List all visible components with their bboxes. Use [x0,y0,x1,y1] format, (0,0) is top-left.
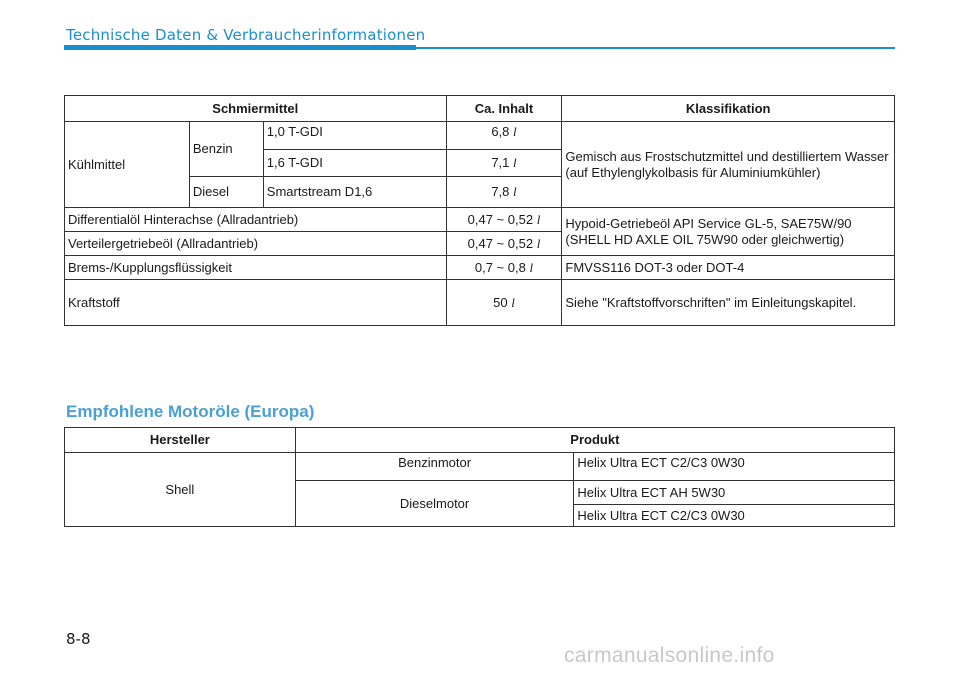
title-rule-accent [64,45,416,50]
table-row [65,280,895,326]
amount-cell: 0,47 ~ 0,52 l [446,208,562,232]
amount-cell: 7,1 l [446,150,562,177]
lubricant-name: Verteilergetriebeöl (Allradantrieb) [65,232,447,256]
table-header-row [65,96,895,122]
col-header-lubricant: Schmiermittel [65,96,447,122]
lubricants-table [64,95,895,326]
amount-cell: 0,47 ~ 0,52 l [446,232,562,256]
product-cell: Helix Ultra ECT AH 5W30 [574,481,895,505]
col-header-capacity: Ca. Inhalt [446,96,562,122]
section-title: Technische Daten & Verbraucherinformationen [66,26,426,44]
coolant-label: Kühlmittel [65,122,190,208]
engine-cell: 1,6 T-GDI [263,150,446,177]
engine-cell: Smartstream D1,6 [263,177,446,208]
table-header-row [65,428,895,453]
amount-cell: 50 l [446,280,562,326]
col-header-product: Produkt [295,428,894,453]
brake-classification: FMVSS116 DOT-3 oder DOT-4 [562,256,895,280]
product-cell: Helix Ultra ECT C2/C3 0W30 [574,453,895,481]
sub-heading: Empfohlene Motoröle (Europa) [66,402,315,421]
table-row [65,122,895,150]
diesel-label: Diesel [189,177,263,208]
col-header-classification: Klassifikation [562,96,895,122]
product-cell: Helix Ultra ECT C2/C3 0W30 [574,505,895,527]
page-number: 8-8 [66,630,91,648]
table-row [65,453,895,481]
watermark: carmanualsonline.info [564,644,775,667]
engine-oils-table [64,427,895,527]
fuel-classification: Siehe "Kraftstoffvorschriften" im Einleitungskapitel. [562,280,895,326]
amount-cell: 6,8 l [446,122,562,150]
lubricant-name: Kraftstoff [65,280,447,326]
engine-type-cell: Dieselmotor [295,481,574,527]
table-row [65,208,895,232]
benzin-label: Benzin [189,122,263,177]
manufacturer-cell: Shell [65,453,296,527]
table-row [65,256,895,280]
lubricant-name: Differentialöl Hinterachse (Allradantrieb) [65,208,447,232]
col-header-manufacturer: Hersteller [65,428,296,453]
amount-cell: 0,7 ~ 0,8 l [446,256,562,280]
lubricant-name: Brems-/Kupplungsflüssigkeit [65,256,447,280]
engine-cell: 1,0 T-GDI [263,122,446,150]
engine-type-cell: Benzinmotor [295,453,574,481]
coolant-classification: Gemisch aus Frostschutzmittel und destilliertem Wasser (auf Ethylenglykolbasis für Aluminiumkühler) [562,122,895,208]
gear-oil-classification: Hypoid-Getriebeöl API Service GL-5, SAE75W/90 (SHELL HD AXLE OIL 75W90 oder gleichwertig) [562,208,895,256]
amount-cell: 7,8 l [446,177,562,208]
